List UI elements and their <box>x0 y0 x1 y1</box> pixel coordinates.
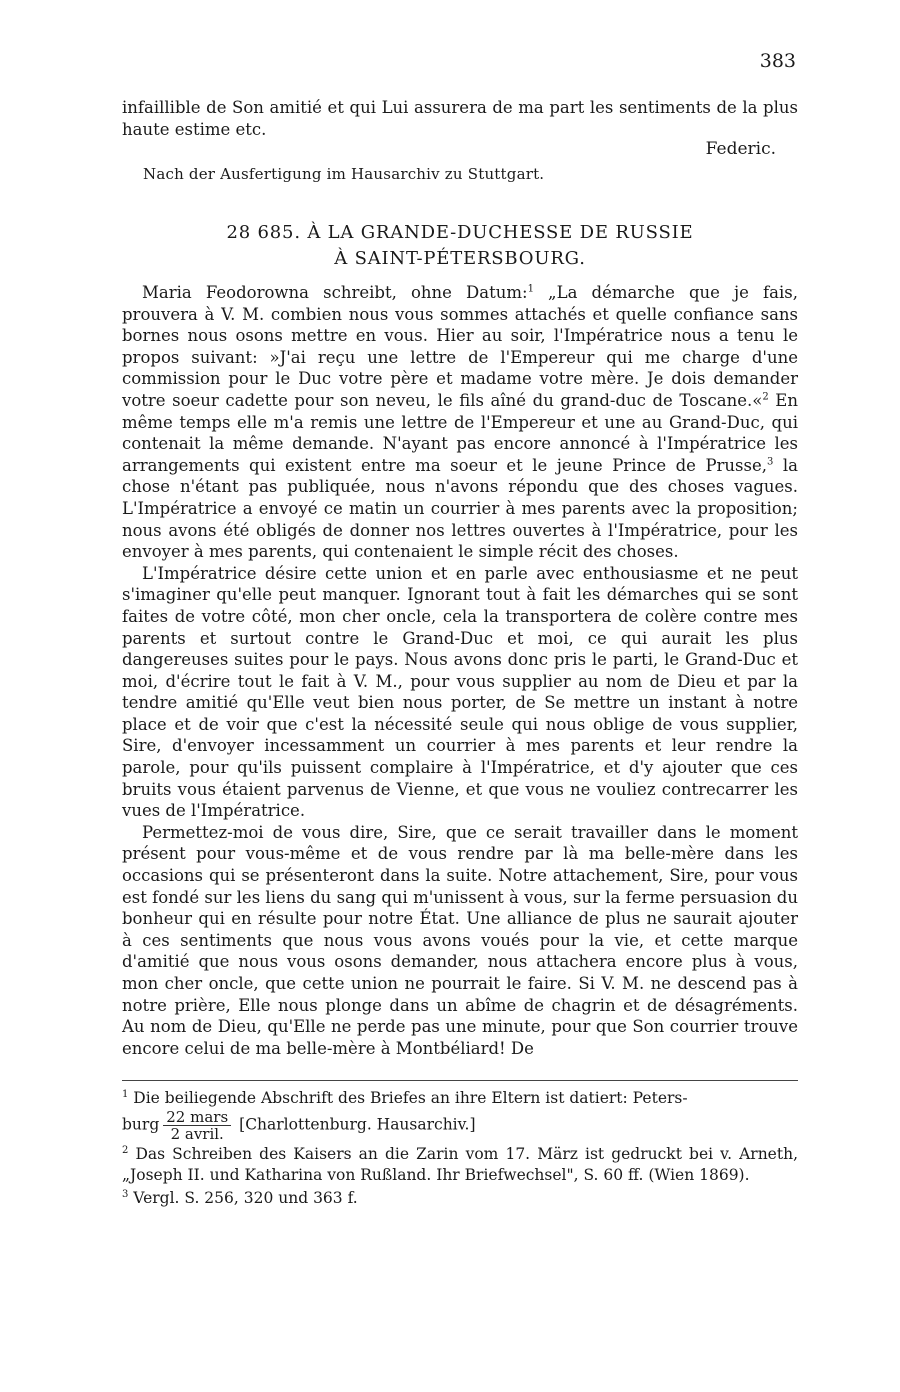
body-paragraph-2: L'Impératrice désire cette union et en parle avec enthousiasme et ne peut s'imaginer qu'elle peut manquer. Ignorant tout à fait les démarches qui se sont faites de votre côté, mon cher oncle, cela la transportera de colère contre mes parents et surtout contre le Grand-Duc et moi, ce qui aurait les plus dangereuses suites pour le pays. Nous avons donc pris le parti, le Grand-Duc et moi, d'écrire tout le fait à V. M., pour vous supplier au nom de Dieu et par la tendre amitié qu'Elle veut bien nous porter, de Se mettre un instant à notre place et de voir que c'est la nécessité seule qui nous oblige de vous supplier, Sire, d'envoyer incessamment un courrier à mes parents et leur rendre la parole, pour qu'ils puissent complaire à l'Impératrice, et d'y ajouter que ces bruits vous étaient parvenus de Vienne, et que vous ne vouliez contrecarrer les vues de l'Impératrice. <box>122 563 798 821</box>
footnote-3 <box>122 1188 798 1209</box>
footnote-1 <box>122 1088 798 1142</box>
footnote-3-text: Vergl. S. 256, 320 und 363 f. <box>128 1189 358 1207</box>
signature: Federic. <box>705 139 776 159</box>
footnote-2 <box>122 1144 798 1186</box>
fraction-denominator: 2 avril. <box>170 1125 224 1143</box>
footnote-ref-3: 3 <box>767 456 774 468</box>
page-number: 383 <box>759 50 796 72</box>
footnote-1-mark: 1 <box>122 1088 129 1100</box>
footnote-ref-1: 1 <box>527 283 534 295</box>
date-fraction <box>163 1109 231 1142</box>
p1-part-d: la chose n'étant pas publiquée, nous n'avons répondu que des choses vagues. L'Impératrice a envoyé ce matin un courrier à mes parents avec la proposition; nous avons été obligés de donner nos lettres ouvertes à l'Impératrice, pour les envoyer à mes parents, qui contenaient le simple récit des choses. <box>122 455 799 562</box>
footnote-3-mark: 3 <box>122 1188 129 1200</box>
p1-part-a: Maria Feodorowna schreibt, ohne Datum: <box>142 283 528 302</box>
footnote-2-mark: 2 <box>122 1144 129 1156</box>
footnote-1-text-c: [Charlottenburg. Hausarchiv.] <box>239 1115 476 1134</box>
footnotes <box>122 1088 798 1211</box>
body-paragraph-3: Permettez-moi de vous dire, Sire, que ce serait travailler dans le moment présent pour vous-même et de vous rendre par là ma belle-mère dans les occasions qui se présenteront dans la suite. Notre attachement, Sire, pour vous est fondé sur les liens du sang qui m'unissent à vous, sur la ferme persuasion du bonheur qui en résulte pour notre État. Une alliance de plus ne saurait ajouter à ces sentiments que nous vous avons voués pour la vie, et cette marque d'amitié que nous vous osons demander, nous attachera encore plus à vous, mon cher oncle, que cette union ne pourrait le faire. Si V. M. ne descend pas à notre prière, Elle nous plonge dans un abîme de chagrin et de désagréments. Au nom de Dieu, qu'Elle ne perde pas une minute, pour que Son courrier trouve encore celui de ma belle-mère à Montbéliard! De <box>122 822 798 1058</box>
footnote-divider <box>122 1080 798 1081</box>
p1-part-b: „La démarche que je fais, prouvera à V. M. combien nous vous sommes attachés et quelle confiance sans bornes nous osons mettre en vous. Hier au soir, l'Impératrice nous a tenu le propos suivant: »J'ai reçu une lettre de l'Empereur qui me charge d'une commission pour le Duc votre père et madame votre mère. Je dois demander votre soeur cadette pour son neveu, le fils aîné du grand-duc de Toscane.« <box>122 283 798 410</box>
letter-heading <box>122 220 798 272</box>
continuation-text: infaillible de Son amitié et qui Lui assurera de ma part les sentiments de la plus haute estime etc. <box>122 98 798 139</box>
footnote-ref-2: 2 <box>762 391 769 403</box>
source-note: Nach der Ausfertigung im Hausarchiv zu Stuttgart. <box>143 165 545 183</box>
body-paragraph-1 <box>122 282 798 563</box>
footnote-1-text-a: Die beiliegende Abschrift des Briefes an ihre Eltern ist datiert: Peters- <box>128 1089 688 1107</box>
fraction-numerator: 22 mars <box>163 1109 231 1126</box>
letter-continuation <box>122 97 798 140</box>
footnote-2-text: Das Schreiben des Kaisers an die Zarin vom 17. März ist gedruckt bei v. Arneth, „Joseph II. und Katharina von Rußland. Ihr Briefwechsel", S. 60 ff. (Wien 1869). <box>122 1145 798 1184</box>
heading-line-2: À SAINT-PÉTERSBOURG. <box>334 248 586 269</box>
heading-line-1: 28 685. À LA GRANDE-DUCHESSE DE RUSSIE <box>226 222 694 243</box>
p1-part-c: En même temps elle m'a remis une lettre de l'Empereur et une au Grand-Duc, qui contenait la même demande. N'ayant pas encore annoncé à l'Impératrice les arrangements qui existent entre ma soeur et le jeune Prince de Prusse, <box>122 390 798 475</box>
footnote-1-text-b: burg <box>122 1115 160 1134</box>
main-body <box>122 282 798 1059</box>
